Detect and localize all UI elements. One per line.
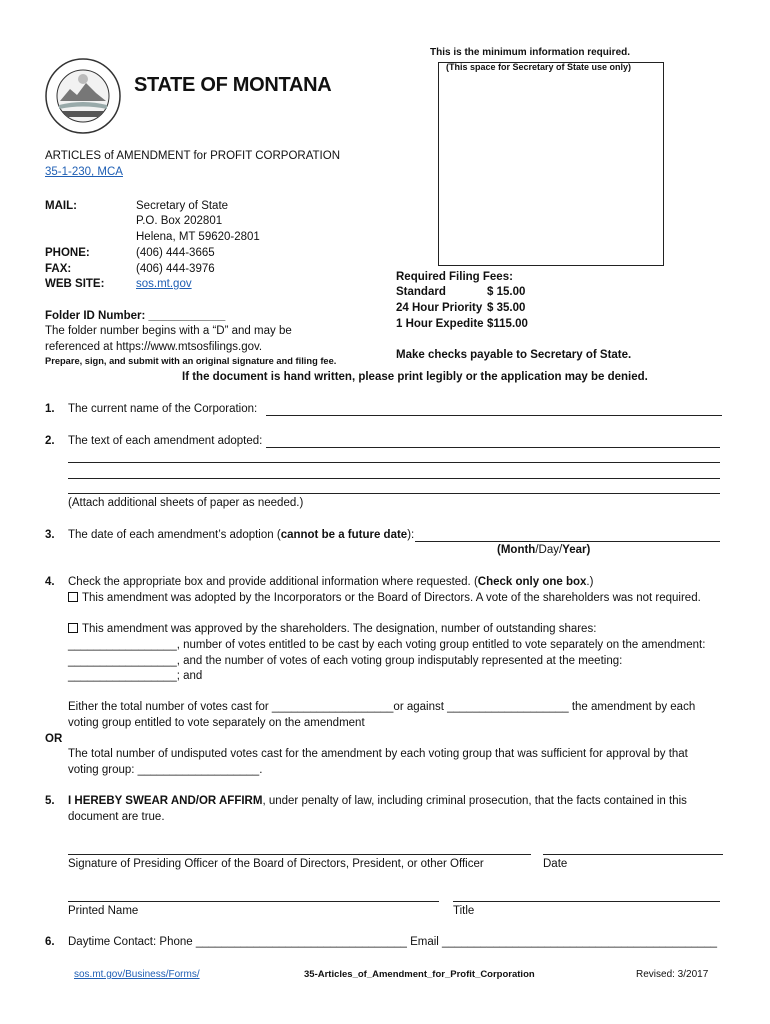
option-shareholders-approved: This amendment was approved by the shareholders. The designation, number of outstanding shares:: [68, 623, 596, 635]
mail-line: P.O. Box 202801: [136, 215, 223, 227]
fax-label: FAX:: [45, 263, 72, 275]
mail-line: Helena, MT 59620-2801: [136, 231, 260, 243]
folder-note-line: The folder number begins with a “D” and may be: [45, 325, 292, 337]
votes-for-against-line: Either the total number of votes cast for ___________________or against ___________________ the amendment by each: [68, 701, 696, 713]
state-seal-logo: [44, 57, 122, 135]
statute-link[interactable]: 35-1-230, MCA: [45, 166, 123, 178]
undisputed-votes-line2: voting group: ___________________.: [68, 764, 263, 776]
date-field[interactable]: [543, 854, 723, 855]
footer-revised: Revised: 3/2017: [636, 969, 709, 980]
affirmation-text: I HEREBY SWEAR AND/OR AFFIRM, under penalty of law, including criminal prosecution, that the facts contained in this: [68, 795, 687, 807]
or-separator: OR: [45, 733, 63, 745]
option-board-adopted: This amendment was adopted by the Incorporators or the Board of Directors. A vote of the shareholders was not required.: [68, 592, 701, 604]
fees-title: Required Filing Fees:: [396, 271, 513, 283]
checkbox-board-adopted[interactable]: [68, 592, 78, 602]
adoption-date-field[interactable]: [415, 541, 720, 542]
title-field[interactable]: [453, 901, 720, 902]
item-number: 6.: [45, 936, 55, 948]
prepare-note: Prepare, sign, and submit with an original signature and filing fee.: [45, 356, 337, 366]
signature-label: Signature of Presiding Officer of the Board of Directors, President, or other Officer: [68, 858, 484, 870]
fee-amount: $ 15.00: [487, 286, 526, 298]
votes-and-line: _________________; and: [68, 670, 203, 682]
footer-form-id: 35-Articles_of_Amendment_for_Profit_Corporation: [304, 969, 535, 980]
amendment-text-label: The text of each amendment adopted:: [68, 435, 263, 447]
amendment-text-field[interactable]: [68, 478, 720, 479]
min-info-note: This is the minimum information required.: [430, 47, 631, 58]
website-label: WEB SITE:: [45, 278, 105, 290]
fee-label: Standard: [396, 286, 446, 298]
votes-for-against-line2: voting group entitled to vote separately on the amendment: [68, 717, 365, 729]
sos-use-box: [438, 62, 664, 266]
item-number: 5.: [45, 795, 55, 807]
phone-value: (406) 444-3665: [136, 247, 215, 259]
affirmation-text-line2: document are true.: [68, 811, 165, 823]
item-number: 3.: [45, 529, 55, 541]
amendment-text-field[interactable]: [266, 447, 720, 448]
adoption-date-label: The date of each amendment’s adoption (cannot be a future date):: [68, 529, 415, 541]
corp-name-field[interactable]: [266, 415, 722, 416]
folder-note-line: referenced at https://www.mtsosfilings.gov.: [45, 341, 263, 353]
folder-id-label: Folder ID Number: ____________: [45, 310, 226, 322]
fee-amount: $115.00: [487, 318, 528, 330]
printed-name-label: Printed Name: [68, 905, 139, 917]
phone-label: PHONE:: [45, 247, 90, 259]
signature-field[interactable]: [68, 854, 531, 855]
sos-use-note: (This space for Secretary of State use only): [446, 62, 632, 72]
title-label: Title: [453, 905, 475, 917]
amendment-text-field[interactable]: [68, 462, 720, 463]
item-number: 1.: [45, 403, 55, 415]
fee-label: 24 Hour Priority: [396, 302, 483, 314]
state-title: STATE OF MONTANA: [134, 74, 332, 96]
check-instructions: Check the appropriate box and provide additional information where requested. (Check only one box.): [68, 576, 594, 588]
checkbox-shareholders-approved[interactable]: [68, 623, 78, 633]
undisputed-votes-line: The total number of undisputed votes cast for the amendment by each voting group that was sufficient for approval by that: [68, 748, 688, 760]
date-label: Date: [543, 858, 568, 870]
daytime-contact-line: Daytime Contact: Phone _________________________________ Email ___________________________________________: [68, 936, 718, 948]
footer-forms-link[interactable]: sos.mt.gov/Business/Forms/: [74, 969, 200, 980]
fee-amount: $ 35.00: [487, 302, 526, 314]
fax-value: (406) 444-3976: [136, 263, 215, 275]
checks-payable-note: Make checks payable to Secretary of State.: [396, 349, 632, 361]
votes-entitled-line: _________________, number of votes entitled to be cast by each voting group entitled to vote separately on the amendment:: [68, 639, 706, 651]
website-link[interactable]: sos.mt.gov: [136, 278, 192, 290]
attach-sheets-note: (Attach additional sheets of paper as needed.): [68, 497, 304, 509]
form-title: ARTICLES of AMENDMENT for PROFIT CORPORATION: [45, 150, 341, 162]
date-format-hint: (Month/Day/Year): [497, 544, 591, 556]
amendment-text-field[interactable]: [68, 493, 720, 494]
corp-name-label: The current name of the Corporation:: [68, 403, 258, 415]
mail-line: Secretary of State: [136, 200, 229, 212]
printed-name-field[interactable]: [68, 901, 439, 902]
mail-label: MAIL:: [45, 200, 77, 212]
votes-represented-line: _________________, and the number of votes of each voting group indisputably represented at the meeting:: [68, 655, 623, 667]
handwritten-notice: If the document is hand written, please print legibly or the application may be denied.: [182, 371, 648, 383]
fee-label: 1 Hour Expedite: [396, 318, 484, 330]
item-number: 4.: [45, 576, 55, 588]
item-number: 2.: [45, 435, 55, 447]
